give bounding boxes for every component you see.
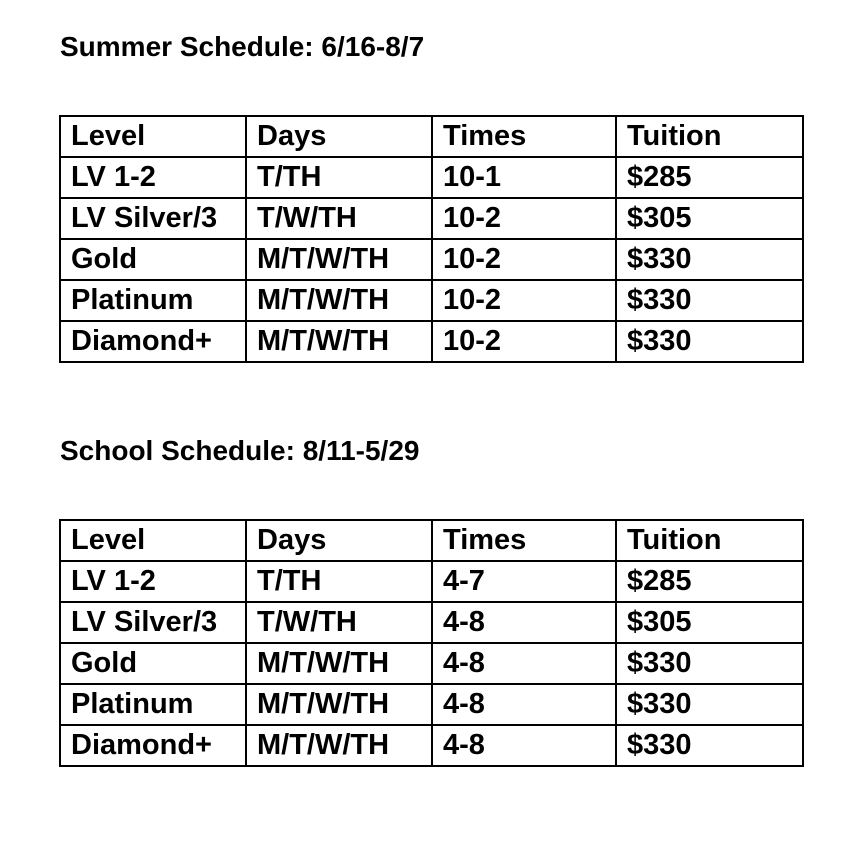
school-schedule-table	[59, 519, 804, 767]
header-days: Days	[246, 520, 432, 561]
table-row	[60, 157, 803, 198]
cell-days: M/T/W/TH	[246, 321, 432, 362]
table-row	[60, 321, 803, 362]
cell-days: M/T/W/TH	[246, 643, 432, 684]
cell-level: LV Silver/3	[60, 198, 246, 239]
cell-level: LV 1-2	[60, 157, 246, 198]
table-row	[60, 643, 803, 684]
cell-tuition: $285	[616, 157, 803, 198]
cell-level: Gold	[60, 643, 246, 684]
cell-times: 10-2	[432, 280, 616, 321]
header-tuition: Tuition	[616, 520, 803, 561]
cell-days: T/TH	[246, 561, 432, 602]
cell-times: 10-2	[432, 198, 616, 239]
school-schedule-title: School Schedule: 8/11-5/29	[60, 435, 420, 466]
cell-days: T/W/TH	[246, 602, 432, 643]
table-header-row	[60, 520, 803, 561]
cell-tuition: $330	[616, 321, 803, 362]
cell-days: M/T/W/TH	[246, 280, 432, 321]
cell-tuition: $330	[616, 239, 803, 280]
header-level: Level	[60, 520, 246, 561]
cell-times: 10-1	[432, 157, 616, 198]
table-row	[60, 239, 803, 280]
cell-level: Platinum	[60, 684, 246, 725]
cell-times: 4-8	[432, 684, 616, 725]
cell-tuition: $330	[616, 643, 803, 684]
table-row	[60, 561, 803, 602]
cell-times: 4-8	[432, 643, 616, 684]
cell-days: M/T/W/TH	[246, 725, 432, 766]
table-row	[60, 725, 803, 766]
cell-tuition: $305	[616, 198, 803, 239]
cell-days: M/T/W/TH	[246, 239, 432, 280]
cell-times: 10-2	[432, 321, 616, 362]
cell-days: T/TH	[246, 157, 432, 198]
header-days: Days	[246, 116, 432, 157]
table-header-row	[60, 116, 803, 157]
cell-level: LV Silver/3	[60, 602, 246, 643]
cell-level: Diamond+	[60, 321, 246, 362]
cell-days: T/W/TH	[246, 198, 432, 239]
cell-tuition: $330	[616, 684, 803, 725]
table-row	[60, 602, 803, 643]
cell-times: 10-2	[432, 239, 616, 280]
header-times: Times	[432, 116, 616, 157]
header-tuition: Tuition	[616, 116, 803, 157]
cell-tuition: $285	[616, 561, 803, 602]
cell-times: 4-8	[432, 725, 616, 766]
summer-schedule-title: Summer Schedule: 6/16-8/7	[60, 31, 425, 62]
header-level: Level	[60, 116, 246, 157]
cell-level: Gold	[60, 239, 246, 280]
cell-times: 4-8	[432, 602, 616, 643]
header-times: Times	[432, 520, 616, 561]
cell-tuition: $305	[616, 602, 803, 643]
table-row	[60, 684, 803, 725]
cell-tuition: $330	[616, 280, 803, 321]
cell-level: LV 1-2	[60, 561, 246, 602]
cell-level: Platinum	[60, 280, 246, 321]
cell-level: Diamond+	[60, 725, 246, 766]
table-row	[60, 198, 803, 239]
cell-times: 4-7	[432, 561, 616, 602]
cell-days: M/T/W/TH	[246, 684, 432, 725]
cell-tuition: $330	[616, 725, 803, 766]
table-row	[60, 280, 803, 321]
summer-schedule-table	[59, 115, 804, 363]
